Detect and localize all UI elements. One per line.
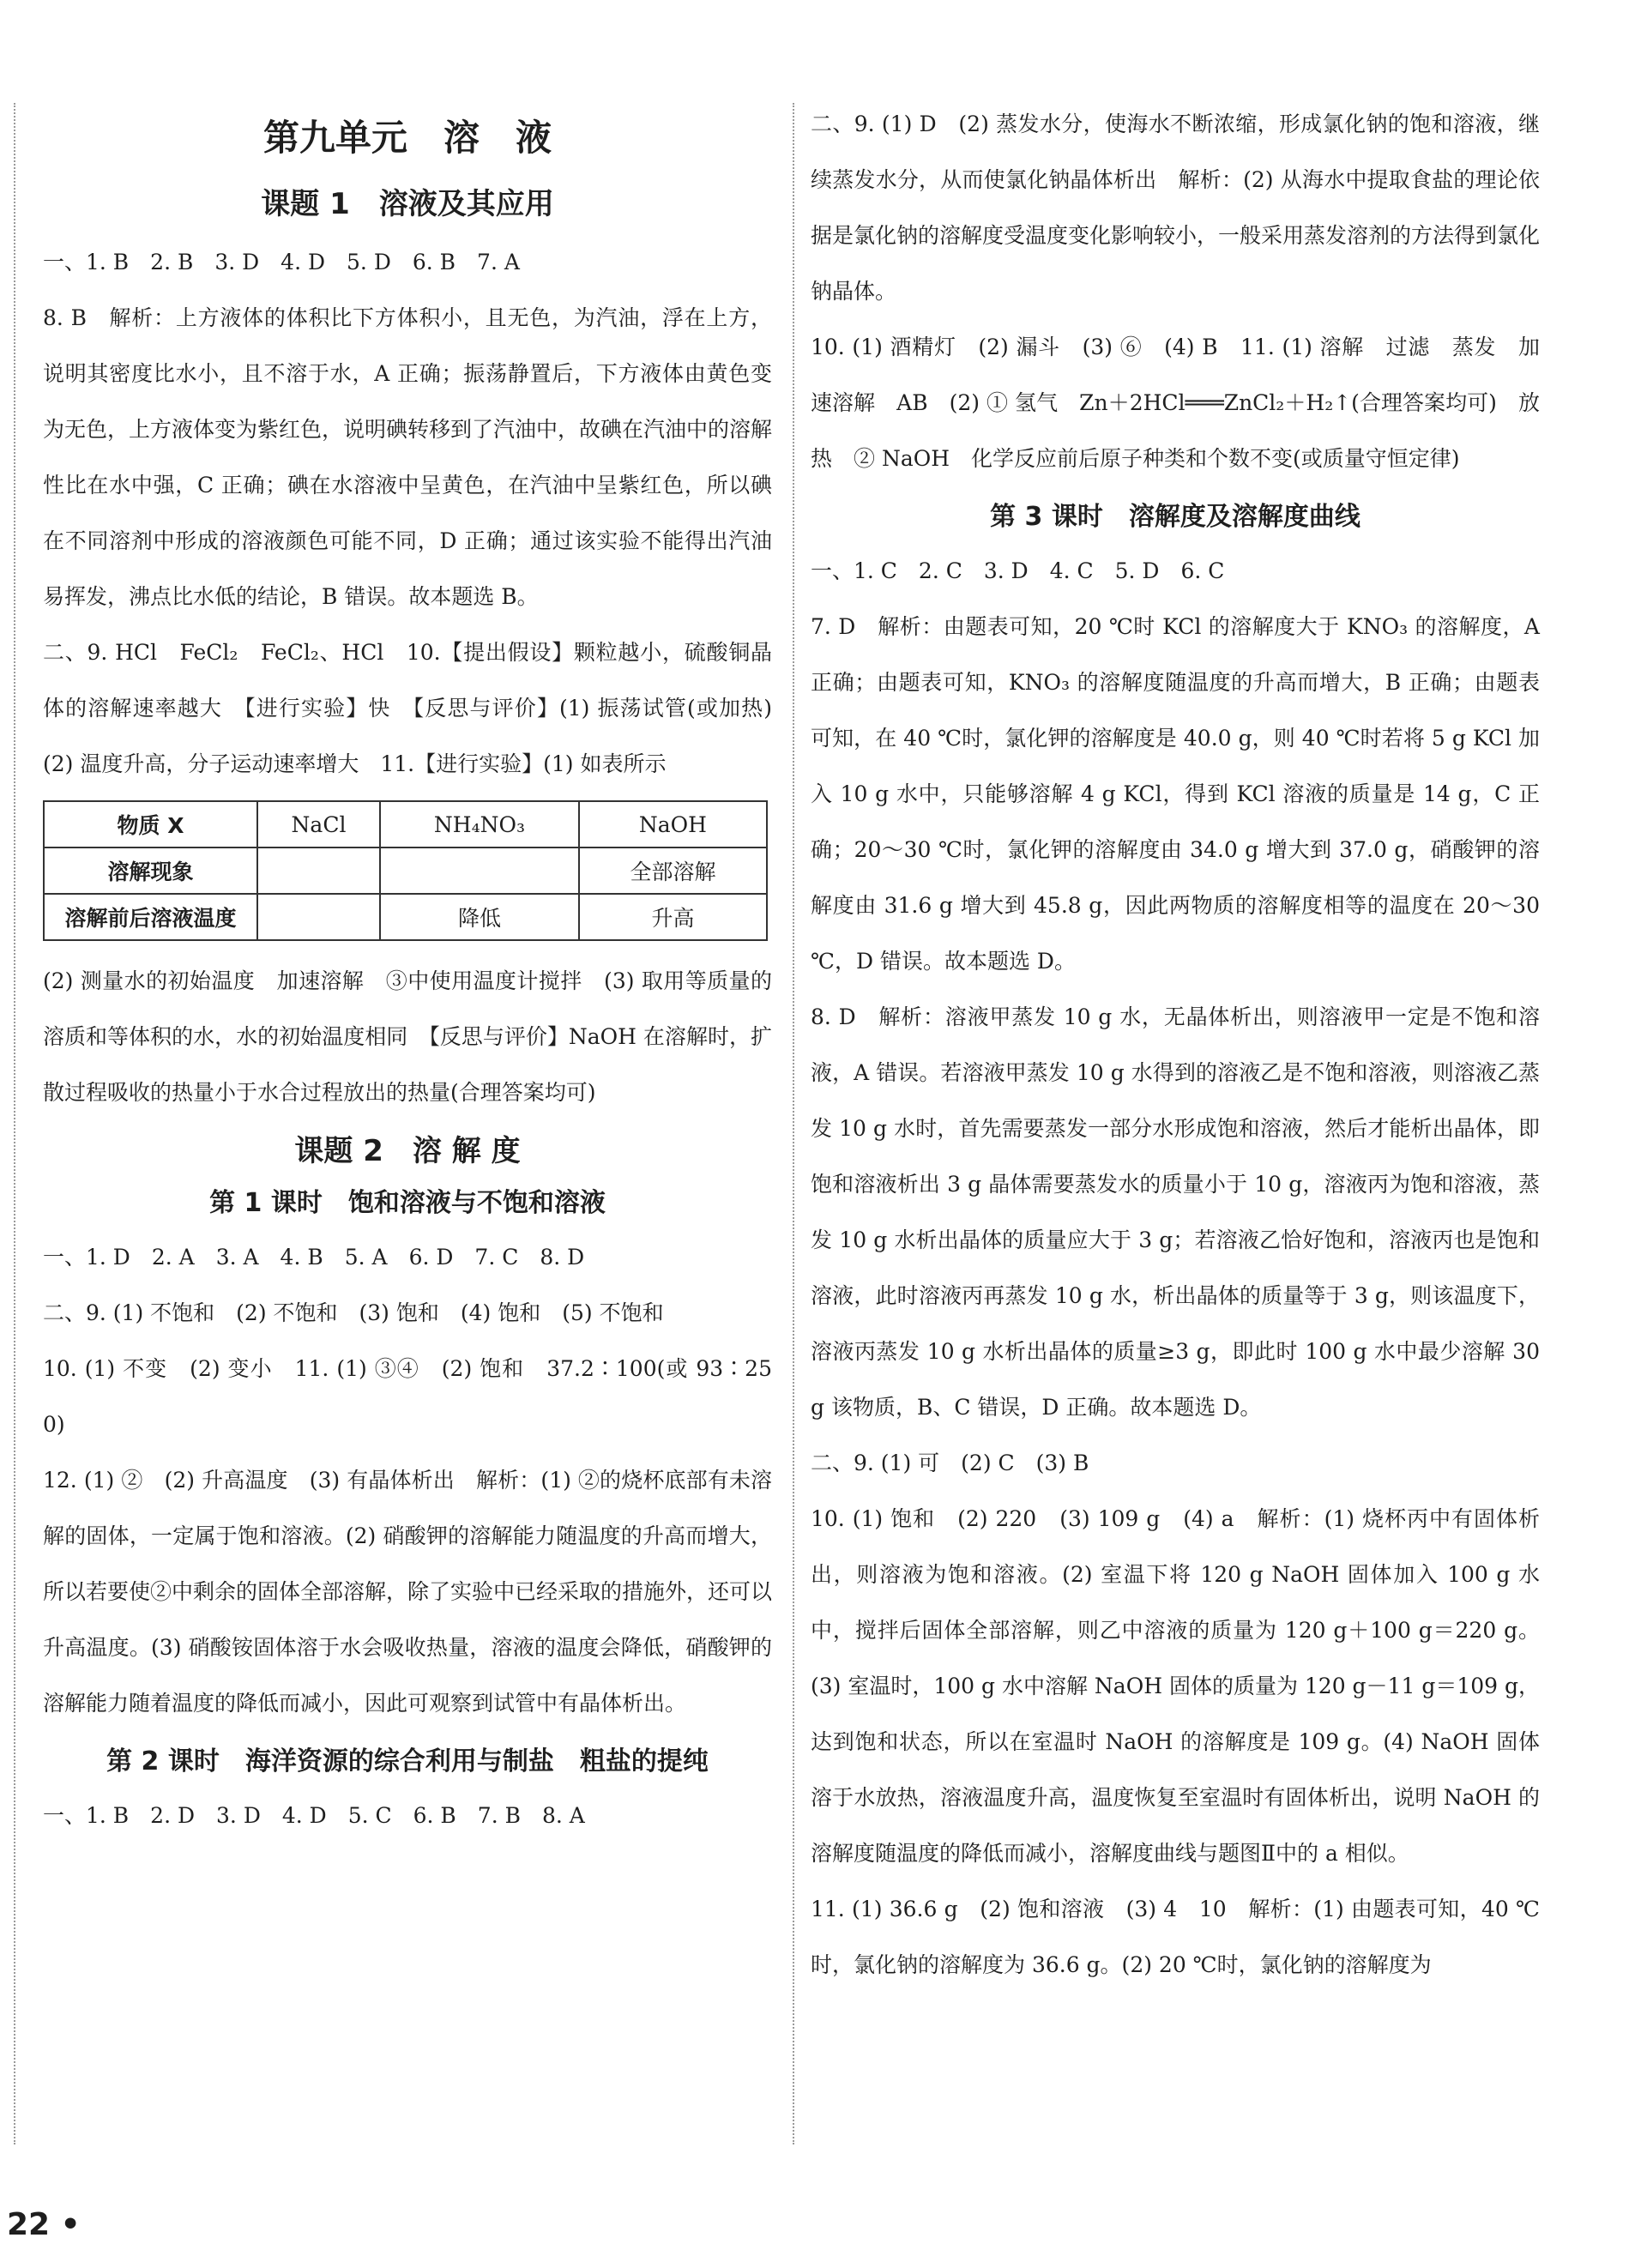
table-row-label: 溶解现象 <box>44 847 257 894</box>
left-column <box>43 94 794 1843</box>
table-header-cell: NaCl <box>257 801 380 847</box>
table-row <box>44 847 767 894</box>
answer-para: (2) 测量水的初始温度 加速溶解 ③中使用温度计搅拌 (3) 取用等质量的溶质和等体积的水，水的初始温度相同 【反思与评价】NaOH 在溶解时，扩散过程吸收的热量小于水合过程放出的热量(合理答案均可) <box>43 968 772 1105</box>
answer-para: 12. (1) ② (2) 升高温度 (3) 有晶体析出 解析：(1) ②的烧杯底部有未溶解的固体，一定属于饱和溶液。(2) 硝酸钾的溶解能力随温度的升高而增大，所以若要使②中剩余的固体全部溶解，除了实验中已经采取的措施外，还可以升高温度。(3) 硝酸铵固体溶于水会吸收热量，溶液的温度会降低，硝酸钾的溶解能力随着温度的降低而减小，因此可观察到试管中有晶体析出。 <box>43 1468 773 1716</box>
answer-para: 10. (1) 饱和 (2) 220 (3) 109 g (4) a 解析：(1) 烧杯丙中有固体析出，则溶液为饱和溶液。(2) 室温下将 120 g NaOH 固体加入 100 g 水中，搅拌后固体全部溶解，则乙中溶液的质量为 120 g＋100 g＝220 g。(3) 室温时，100 g 水中溶解 NaOH 固体的质量为 120 g－11 g＝109 g，达到饱和状态，所以在室温时 NaOH 的溶解度是 109 g。(4) NaOH 固体溶于水放热，溶液温度升高，温度恢复至室温时有固体析出，说明 NaOH 的溶解度随温度的降低而减小，溶解度曲线与题图Ⅱ中的 a 相似。 <box>811 1506 1540 1866</box>
answer-para: 11. (1) 36.6 g (2) 饱和溶液 (3) 4 10 解析：(1) 由题表可知，40 ℃时，氯化钠的溶解度为 36.6 g。(2) 20 ℃时，氯化钠的溶解度为 <box>811 1897 1540 1977</box>
answer-para: 二、9. (1) D (2) 蒸发水分，使海水不断浓缩，形成氯化钠的饱和溶液，继续蒸发水分，从而使氯化钠晶体析出 解析：(2) 从海水中提取食盐的理论依据是氯化钠的溶解度受温度变化影响较小，一般采用蒸发溶剂的方法得到氯化钠晶体。 <box>811 112 1541 304</box>
answer-para: 一、1. B 2. D 3. D 4. D 5. C 6. B 7. B 8. A <box>43 1803 585 1828</box>
substance-table <box>43 800 768 941</box>
answer-para: 8. D 解析：溶液甲蒸发 10 g 水，无晶体析出，则溶液甲一定是不饱和溶液，A 错误。若溶液甲蒸发 10 g 水得到的溶液乙是不饱和溶液，则溶液乙蒸发 10 g 水时，首先需要蒸发一部分水形成饱和溶液，然后才能析出晶体，即饱和溶液析出 3 g 晶体需要蒸发水的质量小于 10 g，溶液丙为饱和溶液，蒸发 10 g 水析出晶体的质量应大于 3 g；若溶液乙恰好饱和，溶液丙也是饱和溶液，此时溶液丙再蒸发 10 g 水，析出晶体的质量等于 3 g，则该温度下，溶液丙蒸发 10 g 水析出晶体的质量≥3 g，即此时 100 g 水中最少溶解 30 g 该物质，B、C 错误，D 正确。故本题选 D。 <box>811 1004 1540 1420</box>
answer-para: 二、9. HCl FeCl₂ FeCl₂、HCl 10.【提出假设】颗粒越小，硫酸铜晶体的溶解速率越大 【进行实验】快 【反思与评价】(1) 振荡试管(或加热) (2) 温度升高，分子运动速率增大 11.【进行实验】(1) 如表所示 <box>43 640 794 776</box>
answer-para: 二、9. (1) 不饱和 (2) 不饱和 (3) 饱和 (4) 饱和 (5) 不饱和 <box>43 1300 664 1325</box>
table-header-cell: NH₄NO₃ <box>380 801 579 847</box>
column-divider <box>793 103 794 2144</box>
page-number: 22 • <box>7 2207 81 2242</box>
table-cell: 全部溶解 <box>579 847 767 894</box>
answer-para: 一、1. D 2. A 3. A 4. B 5. A 6. D 7. C 8. D <box>43 1245 585 1270</box>
answer-para: 10. (1) 不变 (2) 变小 11. (1) ③④ (2) 饱和 37.2∶100(或 93∶250) <box>43 1356 772 1437</box>
table-row-label: 溶解前后溶液温度 <box>44 894 257 940</box>
table-cell: 降低 <box>380 894 579 940</box>
table-header-cell: 物质 X <box>44 801 257 847</box>
table-header-row <box>44 801 767 847</box>
table-cell <box>257 847 380 894</box>
left-margin-rule <box>14 103 15 2144</box>
lesson3-title: 第 3 课时 溶解度及溶解度曲线 <box>990 502 1360 532</box>
table-row <box>44 894 767 940</box>
answer-para: 一、1. C 2. C 3. D 4. C 5. D 6. C <box>811 558 1225 583</box>
answer-para: 7. D 解析：由题表可知，20 ℃时 KCl 的溶解度大于 KNO₃ 的溶解度，A 正确；由题表可知，KNO₃ 的溶解度随温度的升高而增大，B 正确；由题表可知，在 40 ℃时，氯化钾的溶解度是 40.0 g，则 40 ℃时若将 5 g KCl 加入 10 g 水中，只能够溶解 4 g KCl，得到 KCl 溶液的质量是 14 g，C 正确；20～30 ℃时，氯化钾的溶解度由 34.0 g 增大到 37.0 g，硝酸钾的溶解度由 31.6 g 增大到 45.8 g，因此两物质的溶解度相等的温度在 20～30 ℃，D 错误。故本题选 D。 <box>811 614 1540 974</box>
lesson1-title: 第 1 课时 饱和溶液与不饱和溶液 <box>209 1188 606 1218</box>
answer-para: 二、9. (1) 可 (2) C (3) B <box>811 1451 1089 1475</box>
answer-para: 一、1. B 2. B 3. D 4. D 5. D 6. B 7. A <box>43 250 520 274</box>
table-cell <box>380 847 579 894</box>
lesson2-title: 第 2 课时 海洋资源的综合利用与制盐 粗盐的提纯 <box>106 1746 709 1776</box>
topic2-title: 课题 2 溶 解 度 <box>294 1134 521 1168</box>
answer-para: 10. (1) 酒精灯 (2) 漏斗 (3) ⑥ (4) B 11. (1) 溶解 过滤 蒸发 加速溶解 AB (2) ① 氢气 Zn＋2HCl═══ZnCl₂＋H₂↑(合理答案均可) 放热 ② NaOH 化学反应前后原子种类和个数不变(或质量守恒定律) <box>811 335 1540 471</box>
table-cell <box>257 894 380 940</box>
table-cell: 升高 <box>579 894 767 940</box>
unit-title: 第九单元 溶 液 <box>262 117 552 159</box>
topic1-title: 课题 1 溶液及其应用 <box>261 187 554 221</box>
answer-para: 8. B 解析：上方液体的体积比下方体积小，且无色，为汽油，浮在上方，说明其密度比水小，且不溶于水，A 正确；振荡静置后，下方液体由黄色变为无色，上方液体变为紫红色，说明碘转移到了汽油中，故碘在汽油中的溶解性比在水中强，C 正确；碘在水溶液中呈黄色，在汽油中呈紫红色，所以碘在不同溶剂中形成的溶液颜色可能不同，D 正确；通过该实验不能得出汽油易挥发，沸点比水低的结论，B 错误。故本题选 B。 <box>43 305 773 609</box>
table-header-cell: NaOH <box>579 801 767 847</box>
right-column <box>811 96 1540 1993</box>
